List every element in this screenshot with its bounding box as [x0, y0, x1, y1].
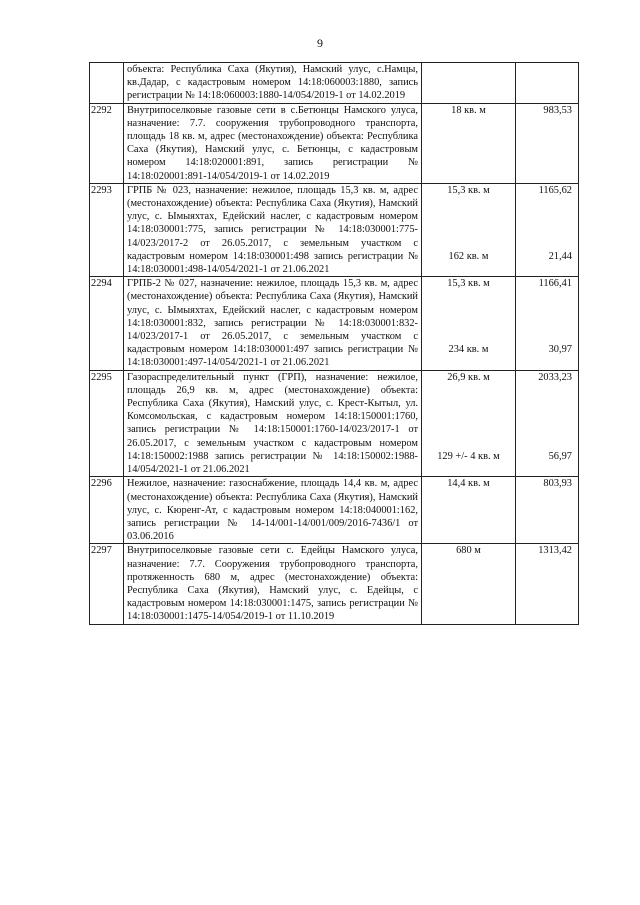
row-number: 2296: [90, 477, 124, 544]
row-number: 2295: [90, 370, 124, 477]
row-area: [422, 103, 516, 183]
area-value: 15,3 кв. м: [447, 278, 490, 290]
cost-value: 1313,42: [538, 545, 572, 557]
cost-value: 1165,62: [538, 184, 572, 196]
cost-value: 30,97: [548, 344, 572, 356]
table-row: [90, 63, 579, 104]
row-number: 2293: [90, 183, 124, 276]
area-value: 26,9 кв. м: [447, 371, 490, 383]
row-area: [422, 477, 516, 544]
row-cost: [516, 183, 579, 276]
row-area: [422, 544, 516, 624]
row-cost: [516, 544, 579, 624]
row-description: ГРПБ № 023, назначение: нежилое, площадь 15,3 кв. м, адрес (местонахождение) объекта: Республика Саха (Якутия), Намский улус, с. Ымыяхтах, Едейский наслег, с кадастровым номером 14:18:030001:775, запись регистрации № 14:18:030001:775-14/023/2017-2 от 26.05.2017, с земельным участком с кадастровым номером 14:18:030001:498 запись регистрации № 14:18:030001:498-14/054/2021-1 от 21.06.2021: [124, 183, 422, 276]
row-area: [422, 370, 516, 477]
area-value: 234 кв. м: [448, 344, 489, 356]
area-value: 680 м: [456, 545, 481, 557]
cost-value: 21,44: [548, 251, 572, 263]
cost-value: 56,97: [548, 451, 572, 463]
row-area: [422, 183, 516, 276]
row-number: 2292: [90, 103, 124, 183]
row-number: 2294: [90, 277, 124, 370]
table-row: [90, 544, 579, 624]
row-area: [422, 63, 516, 104]
page-number: 9: [317, 36, 323, 50]
row-description: Внутрипоселковые газовые сети с. Едейцы Намского улуса, назначение: 7.7. Сооружения трубопроводного транспорта, протяженность 680 м, адрес (местонахождение) объекта: Республика Саха (Якутия), Намский улус, с. Едейцы, с кадастровым номером 14:18:030001:1475, запись регистрации № 14:18:030001:1475-14/054/2019-1 от 11.10.2019: [124, 544, 422, 624]
table-row: [90, 183, 579, 276]
row-description: Газораспределительный пункт (ГРП), назначение: нежилое, площадь 26,9 кв. м, адрес (местонахождение) объекта: Республика Саха (Якутия), Намский улус, с. Крест-Кытыл, ул. Комсомольская, с кадастровым номером 14:18:150001:1760, запись регистрации № 14:18:150001:1760-14/023/2017-1 от 26.05.2017, с земельным участком с кадастровым номером 14:18:150002:1988 запись регистрации № 14:18:150002:1988-14/054/2021-1 от 21.06.2021: [124, 370, 422, 477]
area-value: 15,3 кв. м: [447, 184, 490, 196]
area-value: 129 +/- 4 кв. м: [437, 451, 500, 463]
row-number: [90, 63, 124, 104]
row-description: Нежилое, назначение: газоснабжение, площадь 14,4 кв. м, адрес (местонахождение) объекта: Республика Саха (Якутия), Намский улус, с. Кюренг-Ат, с кадастровым номером 14:18:040001:162, запись регистрации № 14-14/001-14/001/009/2016-7436/1 от 03.06.2016: [124, 477, 422, 544]
row-area: [422, 277, 516, 370]
cost-value: 1166,41: [538, 278, 572, 290]
row-description: объекта: Республика Саха (Якутия), Намский улус, с.Намцы, кв.Дадар, с кадастровым номером 14:18:060003:1880, запись регистрации № 14:18:060003:1880-14/054/2019-1 от 14.02.2019: [124, 63, 422, 104]
row-cost: [516, 63, 579, 104]
cost-value: 983,53: [543, 104, 572, 116]
table-row: [90, 103, 579, 183]
cost-value: 803,93: [543, 478, 572, 490]
row-description: Внутрипоселковые газовые сети в с.Бетюнцы Намского улуса, назначение: 7.7. сооружения трубопроводного транспорта, площадь 18 кв. м, адрес (местонахождение) объекта: Республика Саха (Якутия), Намский улус, с. Бетюнцы, с кадастровым номером 14:18:020001:891, запись регистрации № 14:18:020001:891-14/054/2019-1 от 14.02.2019: [124, 103, 422, 183]
area-value: 18 кв. м: [451, 104, 486, 116]
registry-table-body: [90, 63, 579, 625]
area-value: 162 кв. м: [448, 251, 489, 263]
row-description: ГРПБ-2 № 027, назначение: нежилое, площадь 15,3 кв. м, адрес (местонахождение) объекта: Республика Саха (Якутия), Намский улус, с. Ымыяхтах, Едейский наслег, с кадастровым номером 14:18:030001:832, запись регистрации № 14:18:030001:832-14/023/2017-1 от 26.05.2017, с земельным участком с кадастровым номером 14:18:030001:497 запись регистрации № 14:18:030001:497-14/054/2021-1 от 21.06.2021: [124, 277, 422, 370]
row-cost: [516, 477, 579, 544]
table-row: [90, 370, 579, 477]
row-number: 2297: [90, 544, 124, 624]
row-cost: [516, 277, 579, 370]
row-cost: [516, 370, 579, 477]
table-row: [90, 477, 579, 544]
row-cost: [516, 103, 579, 183]
table-row: [90, 277, 579, 370]
area-value: 14,4 кв. м: [447, 478, 490, 490]
cost-value: 2033,23: [538, 371, 572, 383]
property-registry-table: [89, 62, 579, 625]
